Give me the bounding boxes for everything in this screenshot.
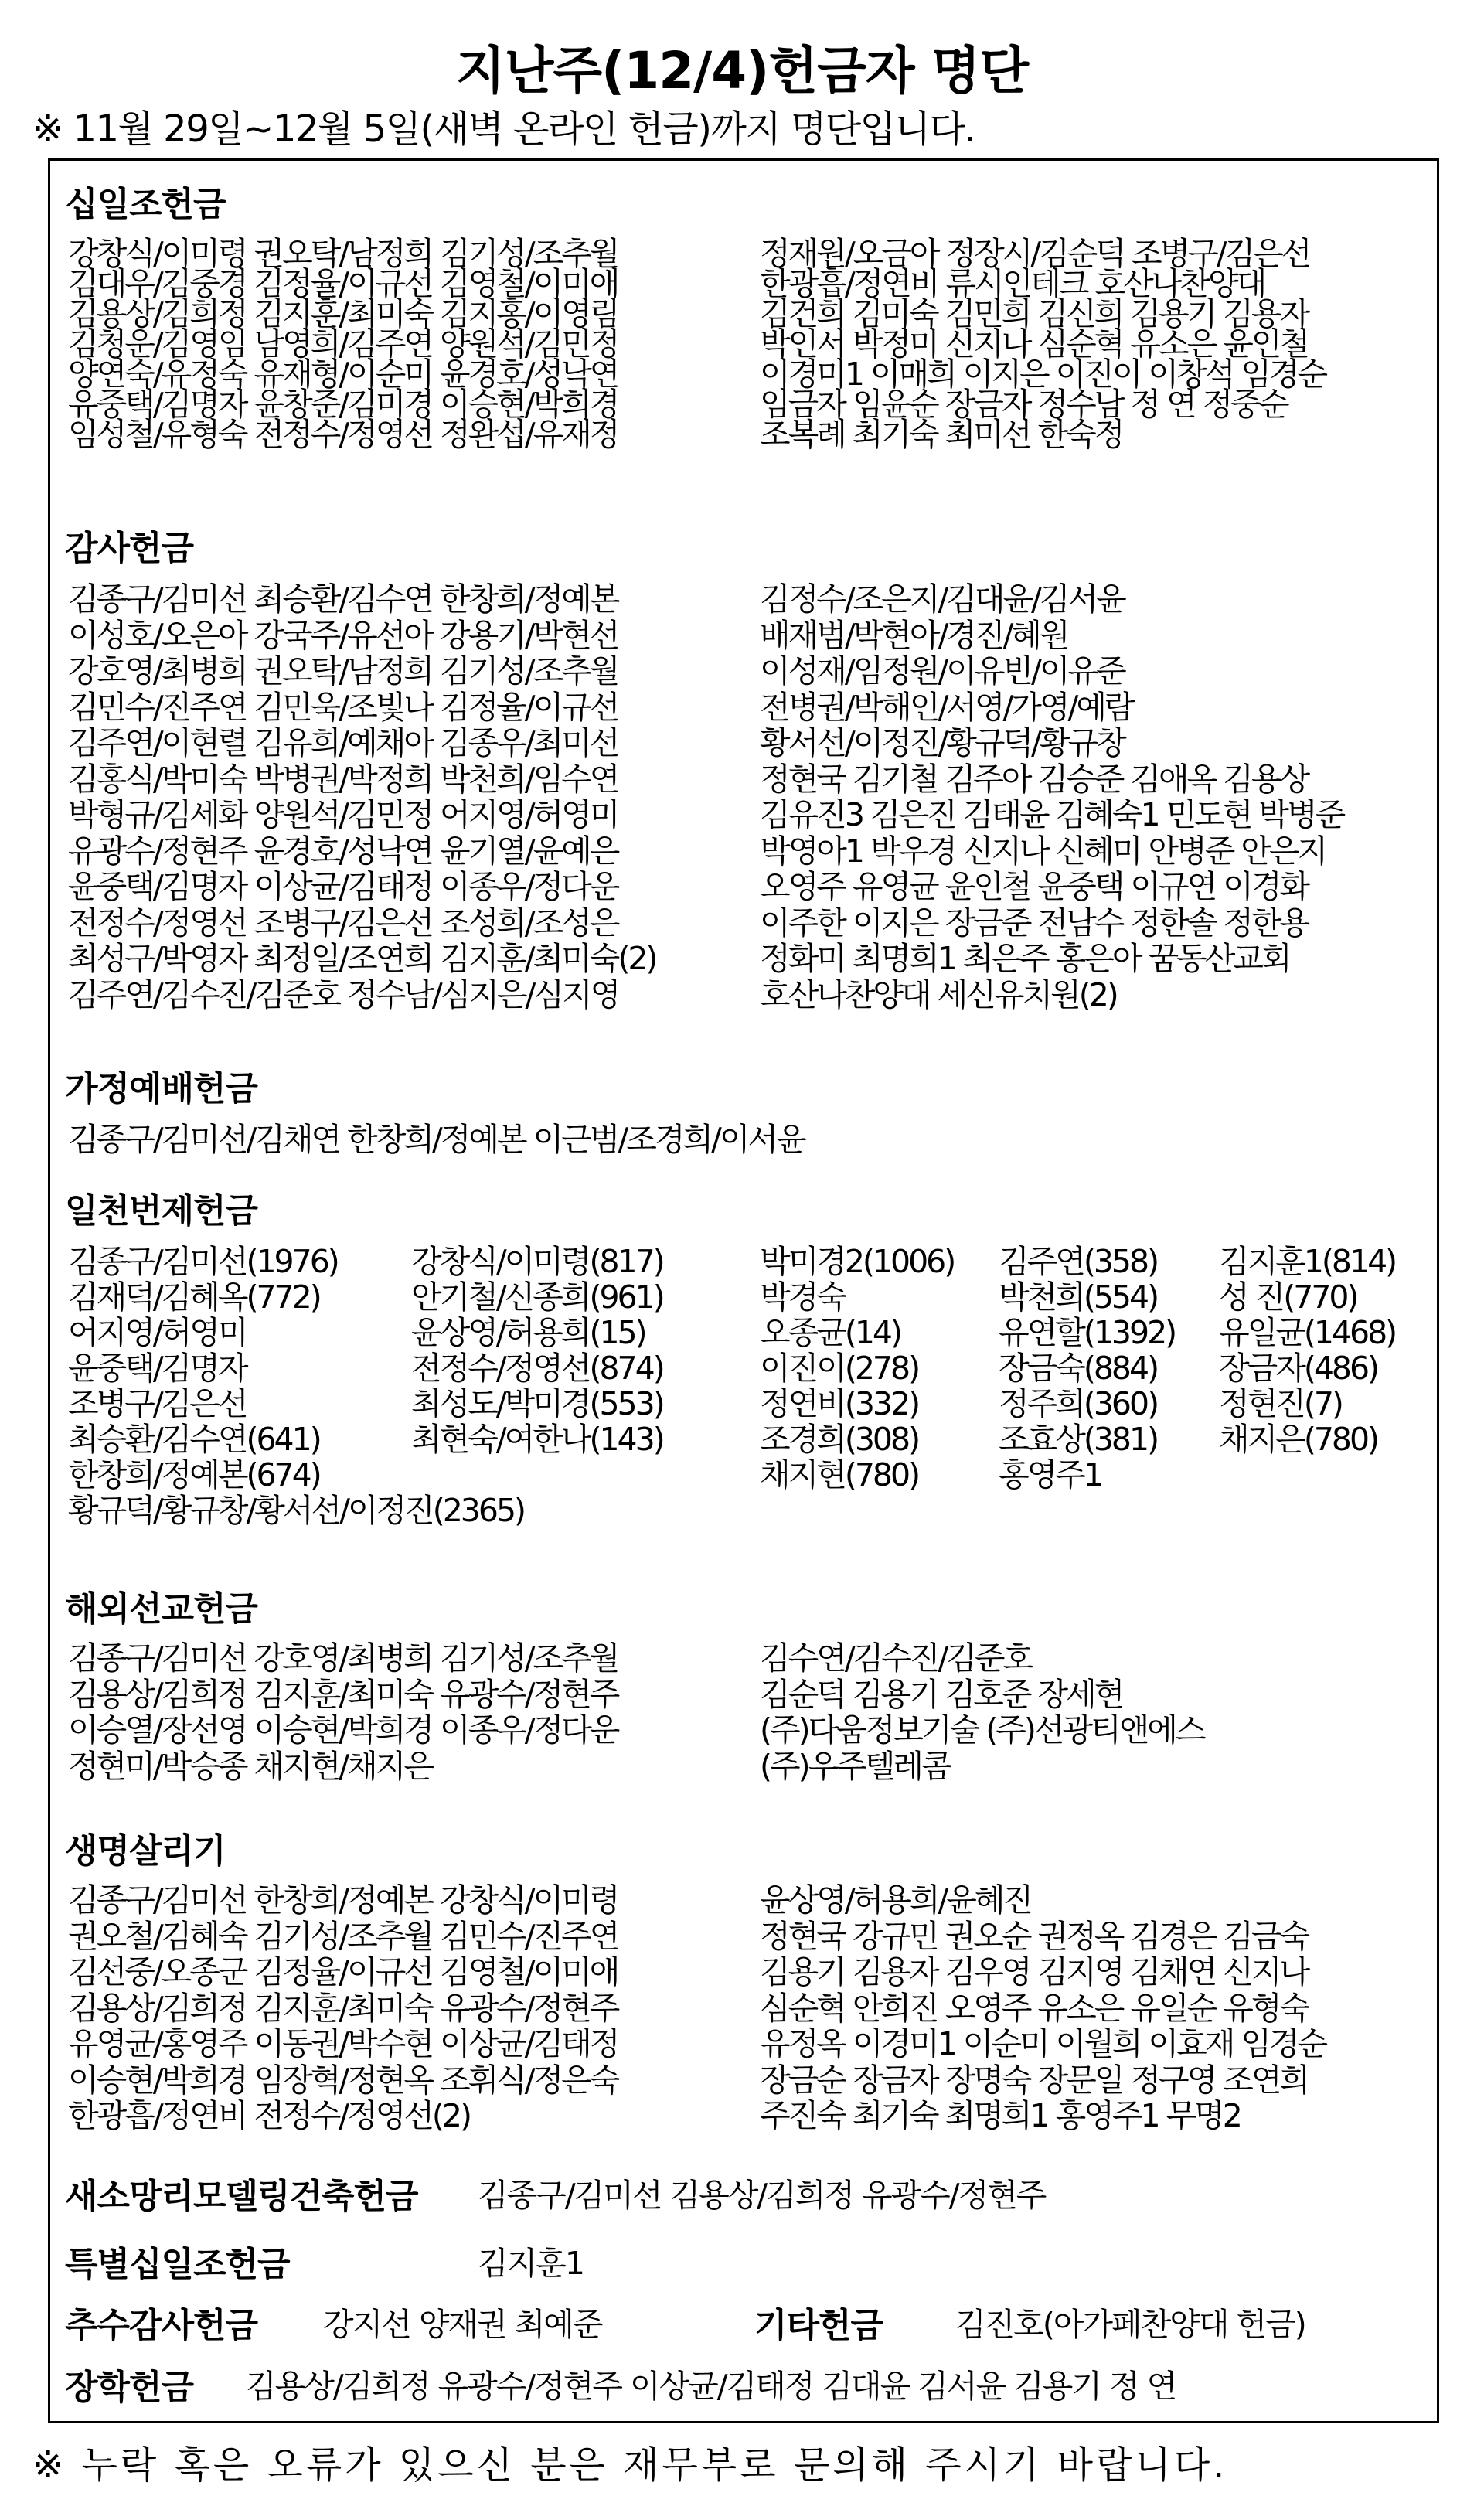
donor-line: 한광흡/정연비 류시인테크 호산나찬양대 xyxy=(760,265,1265,302)
donor-line: 권오철/김혜숙 김기성/조추월 김민수/진주연 xyxy=(68,1917,618,1955)
donor-line: 호산나찬양대 세신유치원(2) xyxy=(760,976,1117,1013)
donor-line: 김용상/김희정 김지훈/최미숙 유광수/정현주 xyxy=(68,1989,618,2027)
donor-line: 유연할(1392) xyxy=(999,1314,1176,1351)
donor-line: 이승열/장선영 이승현/박희경 이종우/정다운 xyxy=(68,1711,618,1749)
donor-line: 조병구/김은선 xyxy=(68,1385,247,1422)
donor-line: 김순덕 김용기 김호준 장세현 xyxy=(760,1675,1123,1713)
donor-line: 김건희 김미숙 김민희 김신희 김용기 김용자 xyxy=(760,295,1309,332)
donor-line: 김주연(358) xyxy=(999,1243,1158,1280)
donor-line: 홍영주1 xyxy=(999,1456,1101,1493)
donor-line: 김유진3 김은진 김태윤 김혜숙1 민도현 박병준 xyxy=(760,796,1344,833)
donor-line: 임성철/유형숙 전정수/정영선 정완섭/유재정 xyxy=(68,416,618,453)
section-heading-home-worship: 가정예배헌금 xyxy=(65,1069,258,1108)
donor-line: 정주희(360) xyxy=(999,1385,1158,1422)
donor-line: 유영균/홍영주 이동권/박수현 이상균/김태정 xyxy=(68,2025,618,2062)
donor-line: 정현미/박승종 채지현/채지은 xyxy=(68,1747,432,1785)
section-heading-life: 생명살리기 xyxy=(65,1831,226,1871)
donor-line: 이경미1 이매희 이지은 이진이 이창석 임경순 xyxy=(760,356,1326,393)
donor-line: 정재원/오금아 정장시/김순덕 조병구/김은선 xyxy=(760,235,1310,272)
donor-line: 장금순 장금자 장명숙 장문일 정구영 조연희 xyxy=(760,2061,1309,2099)
donor-line: 김종구/김미선(1976) xyxy=(68,1243,338,1280)
donor-line: 윤상영/허용희(15) xyxy=(411,1314,645,1351)
donor-line: (주)다움정보기술 (주)선광티앤에스 xyxy=(760,1711,1204,1749)
section-heading-special-tithe: 특별십일조헌금 xyxy=(65,2245,290,2284)
donor-line: 조효상(381) xyxy=(999,1421,1158,1458)
donor-line: 정화미 최명희1 최은주 홍은아 꿈동산교회 xyxy=(760,940,1290,977)
donor-line: 전병권/박해인/서영/가영/예람 xyxy=(760,688,1133,726)
donor-line: 조경희(308) xyxy=(760,1421,919,1458)
section-heading-missions: 해외선교헌금 xyxy=(65,1589,258,1629)
donor-line: 정현진(7) xyxy=(1219,1385,1342,1422)
donor-line: 장금자(486) xyxy=(1219,1350,1378,1387)
donor-line: 이승현/박희경 임장혁/정현옥 조휘식/정은숙 xyxy=(68,2061,618,2099)
donor-line: 정연비(332) xyxy=(760,1385,919,1422)
donor-line: 배재범/박현아/경진/혜원 xyxy=(760,616,1068,654)
other-names: 김진호(아가페찬양대 헌금) xyxy=(955,2306,1305,2343)
donor-line: 강창식/이미령(817) xyxy=(411,1243,663,1280)
section-heading-other: 기타헌금 xyxy=(754,2306,883,2345)
top-note: ※ 11월 29일~12월 5일(새벽 온라인 헌금)까지 명단입니다. xyxy=(32,107,975,151)
donor-line: 정현국 김기철 김주아 김승준 김애옥 김용상 xyxy=(760,760,1309,798)
donor-line: 조복례 최기숙 최미선 한숙정 xyxy=(760,416,1123,453)
donor-line: 최현숙/여한나(143) xyxy=(411,1421,663,1458)
section-heading-thanksgiving: 추수감사헌금 xyxy=(65,2306,258,2345)
donor-line: 채지현(780) xyxy=(760,1456,919,1493)
thanksgiving-names: 강지선 양재권 최예준 xyxy=(323,2306,602,2343)
donor-line: 김정수/조은지/김대윤/김서윤 xyxy=(760,581,1125,618)
donor-line: 박인서 박정미 신지나 심순혁 유소은 윤인철 xyxy=(760,325,1309,363)
donor-line: 오영주 유영균 윤인철 윤중택 이규연 이경화 xyxy=(760,868,1309,905)
donor-line: 김종구/김미선 한창희/정예본 강창식/이미령 xyxy=(68,1881,618,1919)
donor-line: 김주연/이현렬 김유희/예채아 김종우/최미선 xyxy=(68,724,618,761)
donor-line: 박영아1 박우경 신지나 신혜미 안병준 안은지 xyxy=(760,832,1326,870)
donor-line: 이주한 이지은 장금준 전남수 정한솔 정한용 xyxy=(760,904,1309,942)
donor-line: 안기철/신종희(961) xyxy=(411,1279,663,1316)
donor-line: (주)우주텔레콤 xyxy=(760,1747,950,1785)
section-heading-tithe: 십일조헌금 xyxy=(65,185,226,224)
donor-line: 김선중/오종군 김정율/이규선 김영철/이미애 xyxy=(68,1953,618,1990)
donor-line: 강창식/이미령 권오탁/남정희 김기성/조추월 xyxy=(68,235,618,272)
donor-line: 김홍식/박미숙 박병권/박정희 박천희/임수연 xyxy=(68,760,618,798)
donor-line: 오종균(14) xyxy=(760,1314,900,1351)
donor-line: 어지영/허영미 xyxy=(68,1314,247,1351)
donor-line: 김용상/김희정 김지훈/최미숙 유광수/정현주 xyxy=(68,1675,618,1713)
donor-line: 윤중택/김명자 이상균/김태정 이종우/정다운 xyxy=(68,868,618,905)
donor-line: 박형규/김세화 양원석/김민정 어지영/허영미 xyxy=(68,796,618,833)
donor-line: 전정수/정영선 조병구/김은선 조성희/조성은 xyxy=(68,904,618,942)
donor-line: 박미경2(1006) xyxy=(760,1243,955,1280)
donor-line: 장금숙(884) xyxy=(999,1350,1158,1387)
donor-line: 이진이(278) xyxy=(760,1350,919,1387)
donor-line: 주진숙 최기숙 최명희1 홍영주1 무명2 xyxy=(760,2097,1241,2134)
donor-line: 심순혁 안희진 오영주 유소은 유일순 유형숙 xyxy=(760,1989,1309,2027)
donor-line: 황서선/이정진/황규덕/황규창 xyxy=(760,724,1125,761)
donor-line: 유중택/김명자 윤창준/김미경 이승현/박희경 xyxy=(68,386,618,423)
donor-line: 양연숙/유정숙 유재형/이순미 윤경호/성낙연 xyxy=(68,356,618,393)
section-heading-ilcheon: 일천번제헌금 xyxy=(65,1191,258,1231)
donor-line: 김지훈1(814) xyxy=(1219,1243,1396,1280)
scholarship-names: 김용상/김희정 유광수/정현주 이상균/김태정 김대윤 김서윤 김용기 정 연 xyxy=(246,2368,1176,2405)
donor-line: 김용상/김희정 김지훈/최미숙 김지홍/이영림 xyxy=(68,295,618,332)
donor-line: 최승환/김수연(641) xyxy=(68,1421,320,1458)
donor-line: 이성호/오은아 강국주/유선아 강용기/박현선 xyxy=(68,616,618,654)
donor-line: 강호영/최병희 권오탁/남정희 김기성/조추월 xyxy=(68,652,618,690)
donor-line: 정현국 강규민 권오순 권정옥 김경은 김금숙 xyxy=(760,1917,1309,1955)
special-tithe-names: 김지훈1 xyxy=(478,2245,584,2282)
donor-line: 한창희/정예본(674) xyxy=(68,1456,320,1493)
donor-line: 김주연/김수진/김준호 정수남/심지은/심지영 xyxy=(68,976,619,1013)
bottom-note: ※ 누락 혹은 오류가 있으신 분은 재무부로 문의해 주시기 바랍니다. xyxy=(32,2443,1228,2487)
donor-line: 김민수/진주연 김민욱/조빛나 김정율/이규선 xyxy=(68,688,618,726)
donor-line: 김용기 김용자 김우영 김지영 김채연 신지나 xyxy=(760,1953,1309,1990)
donor-line: 황규덕/황규창/황서선/이정진(2365) xyxy=(68,1492,525,1529)
donor-line: 유광수/정현주 윤경호/성낙연 윤기열/윤예은 xyxy=(68,832,618,870)
section-heading-remodel: 새소망리모델링건축헌금 xyxy=(65,2177,418,2216)
donor-line: 임금자 임윤순 장금자 정수남 정 연 정중순 xyxy=(760,386,1288,423)
donor-line: 전정수/정영선(874) xyxy=(411,1350,663,1387)
donor-line: 김청운/김영임 남영희/김주연 양원석/김민정 xyxy=(68,325,618,363)
donor-line: 박경숙 xyxy=(760,1279,845,1316)
page-title: 지난주(12/4)헌금자 명단 xyxy=(455,41,1029,100)
remodel-names: 김종구/김미선 김용상/김희정 유광수/정현주 xyxy=(478,2177,1046,2214)
donor-line: 유일균(1468) xyxy=(1219,1314,1396,1351)
donor-line: 김수연/김수진/김준호 xyxy=(760,1640,1032,1677)
donor-line: 성 진(770) xyxy=(1219,1279,1357,1316)
donor-line: 김재덕/김혜옥(772) xyxy=(68,1279,320,1316)
section-heading-scholarship: 장학헌금 xyxy=(65,2368,194,2407)
donor-line: 최성도/박미경(553) xyxy=(411,1385,663,1422)
donor-line: 윤상영/허용희/윤혜진 xyxy=(760,1881,1032,1919)
donor-line: 채지은(780) xyxy=(1219,1421,1378,1458)
home-worship-names: 김종구/김미선/김채연 한창희/정예본 이근범/조경희/이서윤 xyxy=(68,1121,805,1158)
donor-line: 김대우/김중경 김정율/이규선 김영철/이미애 xyxy=(68,265,618,302)
donor-line: 김종구/김미선 강호영/최병희 김기성/조추월 xyxy=(68,1640,618,1677)
donor-line: 김종구/김미선 최승환/김수연 한창희/정예본 xyxy=(68,581,618,618)
donor-line: 박천희(554) xyxy=(999,1279,1158,1316)
donor-line: 이성재/임정원/이유빈/이유준 xyxy=(760,652,1125,690)
donor-line: 유정옥 이경미1 이순미 이월희 이효재 임경순 xyxy=(760,2025,1326,2062)
donor-line: 최성구/박영자 최정일/조연희 김지훈/최미숙(2) xyxy=(68,940,656,977)
section-heading-thanks: 감사헌금 xyxy=(65,529,194,568)
donor-line: 한광흡/정연비 전정수/정영선(2) xyxy=(68,2097,471,2134)
donor-line: 윤중택/김명자 xyxy=(68,1350,247,1387)
